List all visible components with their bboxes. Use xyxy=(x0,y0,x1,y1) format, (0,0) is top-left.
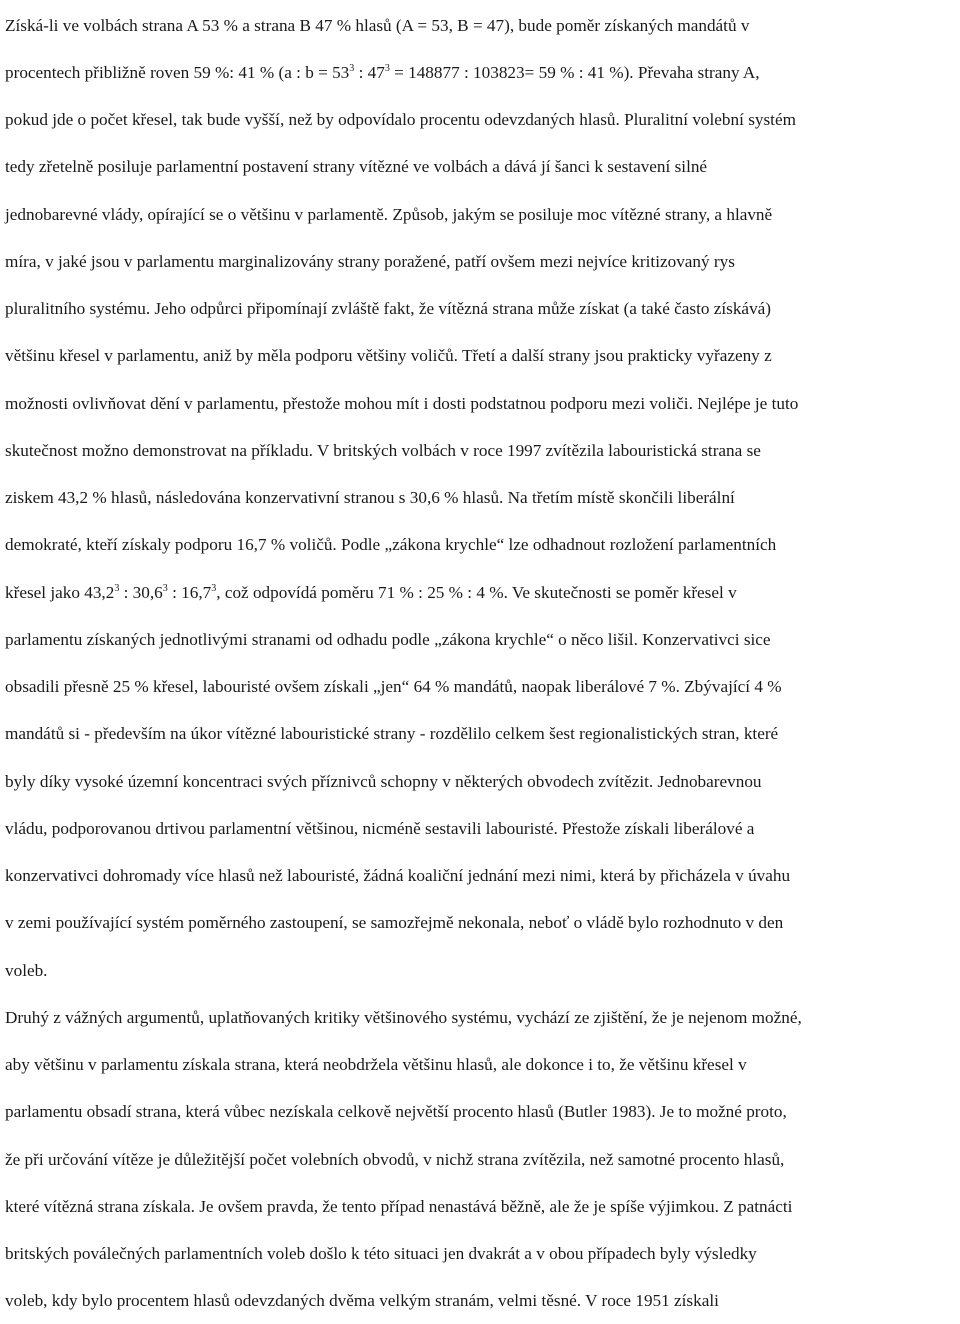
text-segment: míra, v jaké jsou v parlamentu marginalizovány strany poražené, patří ovšem mezi nejvíce kritizovaný rys xyxy=(5,251,735,271)
superscript: 3 xyxy=(211,582,217,594)
superscript: 3 xyxy=(114,582,120,594)
text-segment: voleb. xyxy=(5,960,48,980)
text-line xyxy=(5,758,762,805)
text-line xyxy=(5,1183,792,1230)
text-segment: ziskem 43,2 % hlasů, následována konzervativní stranou s 30,6 % hlasů. Na třetím místě skončili liberální xyxy=(5,488,735,507)
text-line xyxy=(5,2,749,49)
text-line xyxy=(5,143,707,190)
text-line xyxy=(5,380,798,427)
text-segment: vládu, podporovanou drtivou parlamentní většinou, nicméně sestavili labouristé. Přestože získali liberálové a xyxy=(5,818,755,838)
text-segment: : 30,6 xyxy=(119,582,163,602)
text-segment: konzervativci dohromady více hlasů než labouristé, žádná koaliční jednání mezi nimi, která by přicházela v úvahu xyxy=(5,866,791,885)
text-segment: Získá-li ve volbách strana A 53 % a strana B 47 % hlasů (A = 53, B = 47), bude poměr získaných mandátů v xyxy=(5,15,750,35)
text-segment: křesel jako 43,2 xyxy=(5,582,115,602)
text-line xyxy=(5,994,802,1041)
text-line xyxy=(5,191,772,238)
text-segment: byly díky vysoké územní koncentraci svých příznivců schopny v některých obvodech zvítězit. Jednobarevnou xyxy=(5,771,762,791)
text-line xyxy=(5,947,47,994)
text-segment: tedy zřetelně posiluje parlamentní postavení strany vítězné ve volbách a dává jí šanci k sestavení silné xyxy=(5,157,708,177)
text-segment: mandátů si - především na úkor vítězné labouristické strany - rozdělilo celkem šest regionalistických stran, které xyxy=(5,724,779,744)
text-segment: že při určování vítěze je důležitější počet volebních obvodů, v nichž strana zvítězila, než samotné procento hlasů, xyxy=(5,1149,785,1169)
text-line xyxy=(5,332,772,379)
text-segment: možnosti ovlivňovat dění v parlamentu, přestože mohou mít i dosti podstatnou podporu mezi voliči. Nejlépe je tuto xyxy=(5,393,799,413)
text-line xyxy=(5,1136,784,1183)
text-segment: pokud jde o počet křesel, tak bude vyšší, než by odpovídalo procentu odevzdaných hlasů. Pluralitní volební systém xyxy=(5,110,796,129)
text-line xyxy=(5,285,771,332)
text-line xyxy=(5,663,782,710)
text-segment: , což odpovídá poměru 71 % : 25 % : 4 %. Ve skutečnosti se poměr křesel v xyxy=(216,582,737,602)
text-line xyxy=(5,96,796,143)
text-line xyxy=(5,427,761,474)
text-line xyxy=(5,1277,719,1324)
text-segment: demokraté, kteří získaly podporu 16,7 % voličů. Podle „zákona krychle“ lze odhadnout rozložení parlamentních xyxy=(5,535,777,555)
text-segment: parlamentu obsadí strana, která vůbec nezískala celkově největší procento hlasů (Butler 1983). Je to možné proto, xyxy=(5,1102,787,1122)
superscript: 3 xyxy=(162,582,168,594)
text-segment: jednobarevné vlády, opírající se o většinu v parlamentě. Způsob, jakým se posiluje moc vítězné strany, a hlavně xyxy=(5,204,773,224)
text-line xyxy=(5,899,783,946)
text-line xyxy=(5,1041,747,1088)
text-segment: v zemi používající systém poměrného zastoupení, se samozřejmě nekonala, neboť o vládě bylo rozhodnuto v den xyxy=(5,913,784,933)
text-segment: aby většinu v parlamentu získala strana, která neobdržela většinu hlasů, ale dokonce i to, že většinu křesel v xyxy=(5,1055,747,1074)
text-line xyxy=(5,238,735,285)
text-line xyxy=(5,852,790,899)
superscript: 3 xyxy=(349,62,355,74)
text-segment: : 16,7 xyxy=(167,582,212,602)
superscript: 3 xyxy=(384,62,390,74)
text-segment: obsadili přesně 25 % křesel, labouristé ovšem získali „jen“ 64 % mandátů, naopak liberálové 7 %. Zbývající 4 % xyxy=(5,677,782,696)
text-segment: : 47 xyxy=(354,62,385,82)
text-line xyxy=(5,710,778,757)
text-segment: pluralitního systému. Jeho odpůrci připomínají zvláště fakt, že vítězná strana může získat (a také často získává) xyxy=(5,299,772,318)
text-line xyxy=(5,1230,757,1277)
text-segment: voleb, kdy bylo procentem hlasů odevzdaných dvěma velkým stranám, velmi těsné. V roce 1951 získali xyxy=(5,1291,719,1311)
text-segment: většinu křesel v parlamentu, aniž by měla podporu většiny voličů. Třetí a další strany jsou prakticky vyřazeny z xyxy=(5,346,772,366)
text-segment: které vítězná strana získala. Je ovšem pravda, že tento případ nenastává běžně, ale že je spíše výjimkou. Z patnácti xyxy=(5,1196,793,1216)
text-segment: skutečnost možno demonstrovat na příkladu. V britských volbách v roce 1997 zvítězila labouristická strana se xyxy=(5,440,761,460)
text-segment: parlamentu získaných jednotlivými stranami od odhadu podle „zákona krychle“ o něco lišil. Konzervativci sice xyxy=(5,629,771,649)
text-segment: britských poválečných parlamentních voleb došlo k této situaci jen dvakrát a v obou případech byly výsledky xyxy=(5,1244,757,1263)
text-line xyxy=(5,49,760,96)
text-segment: = 148877 : 103823= 59 % : 41 %). Převaha strany A, xyxy=(389,62,760,82)
text-line xyxy=(5,805,754,852)
text-line xyxy=(5,521,776,568)
text-line xyxy=(5,616,771,663)
text-segment: Druhý z vážných argumentů, uplatňovaných kritiky většinového systému, vychází ze zjištění, že je nejenom možné, xyxy=(5,1007,802,1027)
text-segment: procentech přibližně roven 59 %: 41 % (a : b = 53 xyxy=(5,62,350,82)
text-line xyxy=(5,569,737,616)
text-line xyxy=(5,474,735,521)
text-line xyxy=(5,1088,787,1135)
